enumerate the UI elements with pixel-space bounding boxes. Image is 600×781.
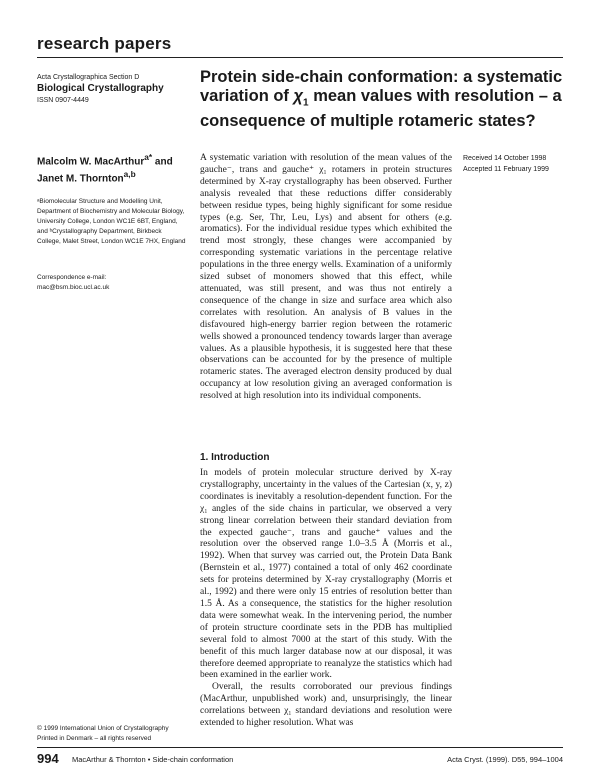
author-macarthur-star: * [148, 152, 153, 162]
article-title [200, 68, 570, 131]
header-rule [37, 57, 563, 58]
section-label: research papers [37, 34, 172, 53]
received-dates [463, 153, 573, 175]
intro-heading: 1. Introduction [200, 452, 270, 463]
journal-name: Acta Crystallographica Section D [37, 74, 140, 81]
page-number: 994 [37, 751, 59, 766]
title-part1: Protein side-chain conformation: a systematic variation of [200, 68, 563, 105]
author-thornton: Janet M. Thornton [37, 173, 124, 185]
title-part2: mean values with resolution – a consequence of multiple rotameric states? [200, 87, 562, 131]
received-date: Received 14 October 1998 [463, 155, 547, 162]
copyright-line-1: © 1999 International Union of Crystallography [37, 725, 169, 732]
correspondence-label: Correspondence e-mail: [37, 274, 107, 281]
author-and: and [152, 156, 173, 168]
affiliation: ᵃBiomolecular Structure and Modelling Unit, Department of Biochemistry and Molecular Biology, University College, London WC1E 6BT, England, and ᵇCrystallography Department, Birkbeck College, Malet Street, London WC1E 7HX, England [37, 198, 186, 245]
citation: Acta Cryst. (1999). D55, 994–1004 [447, 755, 563, 764]
authors [37, 151, 197, 186]
intro-body [200, 468, 452, 730]
title-sub: 1 [303, 97, 309, 109]
intro-paragraph-1: In models of protein molecular structure derived by X-ray crystallography, uncertainty in the values of the Cartesian (x, y, z) coordinates is inevitably a resolution-dependent function. For the χ₁ angles of the side chains in particular, we observed a very strong linear correlation between their standard deviation from the expected gauche⁻, trans and gauche⁺ values and the resolution over the observed range 1.0–3.5 Å (Morris et al., 1992). When that survey was carried out, the Protein Data Bank (Bernstein et al., 1977) contained a total of only 462 coordinate sets for proteins determined by X-ray crystallography (Morris et al., 1992) and there were only 15 entries of resolution better than 1.5 Å. As a consequence, the statistics for the higher resolution data were somewhat weak. In the intervening period, the number of protein structure coordinate sets in the PDB has multiplied several fold to almost 7000 at the start of this study. With the benefit of this much larger database now at our disposal, it was therefore deemed appropriate to reanalyze the statistics which had been examined in the earlier work. [200, 468, 452, 681]
intro-paragraph-2: Overall, the results corroborated our previous findings (MacArthur, unpublished work) and, unsurprisingly, the linear correlations between χ₁ standard deviations and resolution were extended to higher resolution. What was [200, 682, 452, 729]
title-chi: χ [293, 87, 304, 105]
accepted-date: Accepted 11 February 1999 [463, 166, 549, 173]
correspondence-email[interactable]: mac@bsm.bioc.ucl.ac.uk [37, 284, 110, 291]
author-line-1 [37, 151, 197, 168]
correspondence [37, 273, 187, 293]
journal-issn: ISSN 0907-4449 [37, 97, 89, 104]
footer-rule [37, 747, 563, 748]
journal-subtitle: Biological Crystallography [37, 83, 164, 94]
author-line-2 [37, 168, 197, 185]
copyright [37, 724, 197, 743]
abstract: A systematic variation with resolution of the mean values of the gauche⁻, trans and gauche⁺ χ₁ rotamers in protein structures determined by X-ray crystallography has been observed. Further analysis revealed that these reductions differ considerably between residue types, being highly significant for some residue types (e.g. Ser, Thr, Leu, Lys) and absent for others (e.g. aromatics). For the individual residue types which exhibited the trend most strongly, these changes were accompanied by corresponding systematic variations in the percentage relative populations in the three energy wells. Examination of a uniformly sized subset of monomers showed that this effect, while attenuated, was still present, and was thus not entirely a consequence of the change in size and surface area which also correlates with resolution. An analysis of B values in the disfavoured high-energy barrier region between the rotameric wells showed a pronounced tendency towards larger than average values. As a plausible hypothesis, it is suggested here that these observations can be accounted for by the presence of multiple rotameric states. The averaged electron density produced by dual occupancy at low resolution giving an averaged conformation is resolved at high resolution into its individual components. [200, 153, 452, 402]
journal-info [37, 72, 187, 106]
copyright-line-2: Printed in Denmark – all rights reserved [37, 734, 152, 742]
author-thornton-sup: a,b [123, 169, 136, 180]
author-macarthur: Malcolm W. MacArthur [37, 156, 145, 168]
running-title: MacArthur & Thornton • Side-chain conformation [72, 755, 234, 764]
author-macarthur-sup: a [144, 152, 149, 162]
